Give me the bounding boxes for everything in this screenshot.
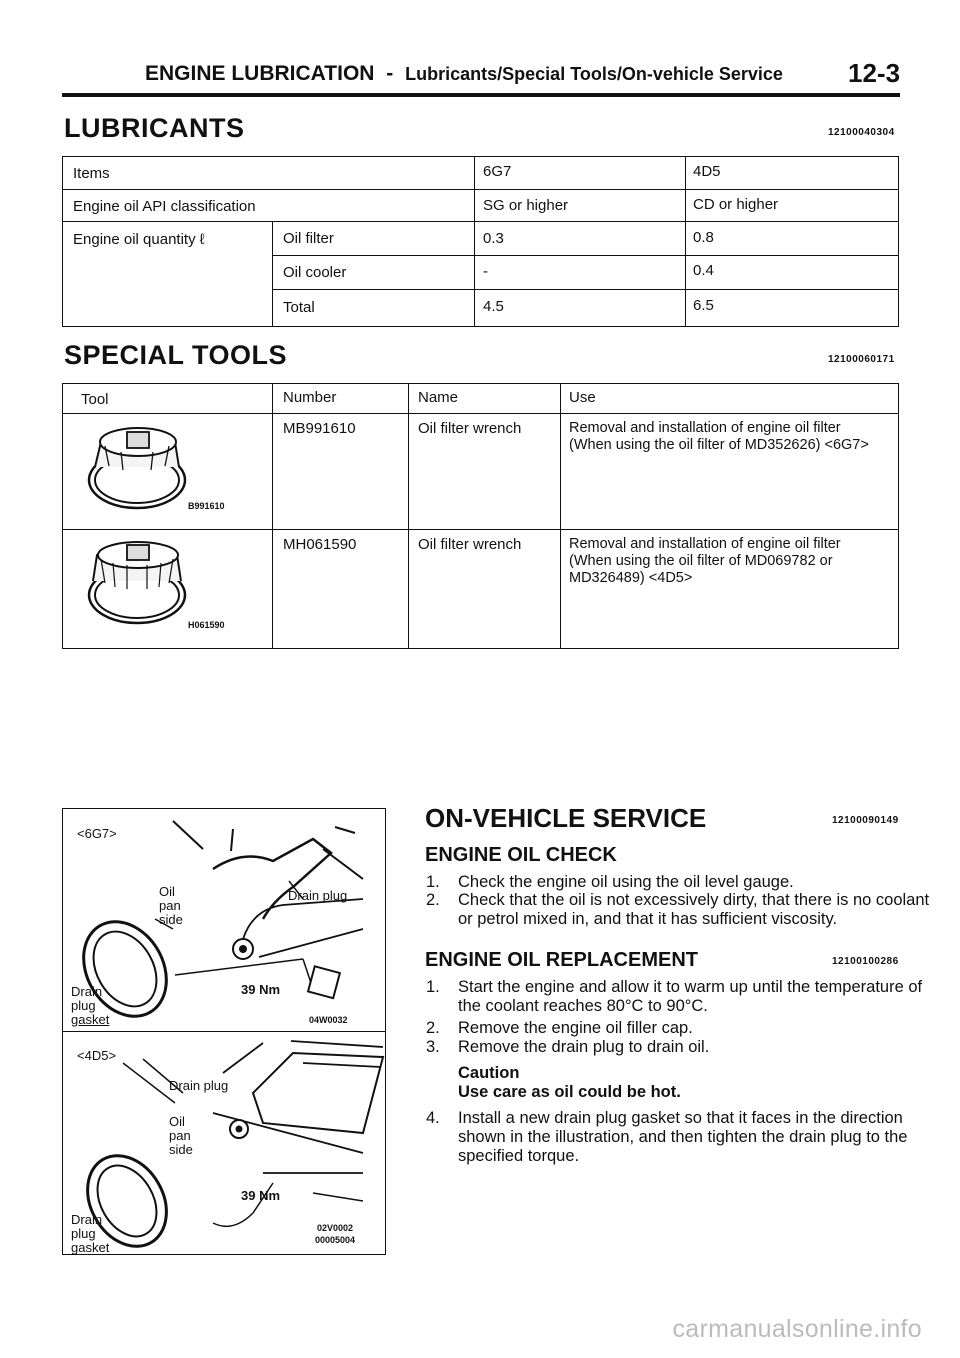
lub-qty-label: Engine oil quantity ℓ (73, 231, 205, 248)
tools-head-tool: Tool (81, 391, 109, 408)
lub-row-oil-filter-label: Oil filter (283, 230, 334, 247)
fig-gasket-4d5: gasket (71, 1240, 110, 1255)
caution-title: Caution (458, 1064, 520, 1082)
lub-row-oil-filter-6g7: 0.3 (483, 230, 504, 247)
fig-code-top: 04W0032 (309, 1015, 348, 1025)
service-title: ON-VEHICLE SERVICE (425, 803, 707, 833)
oil-replacement-code: 12100100286 (832, 956, 899, 967)
lub-api-label: Engine oil API classification (73, 198, 256, 215)
fig-gasket: gasket (71, 1012, 110, 1027)
fig-drain: Drain (71, 984, 103, 999)
tool-image-code-2: H061590 (188, 620, 225, 630)
oil-filter-wrench-icon (81, 537, 201, 632)
tool-use-2: Removal and installation of engine oil filter (When using the oil filter of MD069782 or MD326489) <4D5> (569, 536, 841, 586)
oil-filter-wrench-icon (81, 422, 201, 517)
special-tools-table (62, 383, 899, 649)
lub-head-4d5: 4D5 (693, 163, 721, 180)
watermark: carmanualsonline.info (672, 1315, 922, 1343)
tools-head-name: Name (418, 389, 459, 406)
header-rule (62, 93, 900, 97)
lub-head-6g7: 6G7 (483, 163, 512, 180)
page-header (145, 62, 783, 86)
lub-head-items: Items (73, 165, 110, 182)
fig-pan-4d5: pan (169, 1128, 191, 1143)
drain-plug-figure (62, 808, 386, 1255)
lubricants-code: 12100040304 (828, 127, 895, 138)
tool-name-2: Oil filter wrench (418, 536, 522, 553)
caution-text: Use care as oil could be hot. (458, 1083, 681, 1101)
oil-replacement-title: ENGINE OIL REPLACEMENT (425, 949, 698, 971)
fig-tag-6g7: <6G7> (77, 826, 117, 841)
page-number: 12-3 (848, 58, 901, 88)
oil-check-title: ENGINE OIL CHECK (425, 844, 617, 866)
lub-row-total-6g7: 4.5 (483, 298, 504, 315)
tool-use-1: Removal and installation of engine oil filter (When using the oil filter of MD352626) <6G7> (569, 420, 869, 453)
tools-head-use: Use (569, 389, 596, 406)
fig-drain-4d5: Drain (71, 1212, 103, 1227)
lub-api-6g7: SG or higher (483, 197, 569, 214)
fig-drain-plug: Drain plug (288, 888, 348, 903)
fig-torque-4d5: 39 Nm (241, 1188, 281, 1203)
fig-code-bottom-1: 02V0002 (317, 1223, 354, 1233)
lub-api-4d5: CD or higher (693, 196, 779, 213)
fig-torque: 39 Nm (241, 982, 281, 997)
special-tools-title: SPECIAL TOOLS (64, 340, 288, 370)
tool-number-1: MB991610 (283, 420, 356, 437)
fig-pan: pan (159, 898, 181, 913)
special-tools-code: 12100060171 (828, 354, 895, 365)
tool-number-2: MH061590 (283, 536, 357, 553)
lubricants-title: LUBRICANTS (64, 113, 245, 143)
fig-side-4d5: side (169, 1142, 193, 1157)
lub-row-total-label: Total (283, 299, 315, 316)
lubricants-table (62, 156, 899, 327)
tool-image-code-1: B991610 (188, 501, 225, 511)
fig-side: side (159, 912, 183, 927)
drain-plug-6g7-illustration (63, 809, 385, 1029)
tools-head-number: Number (283, 389, 337, 406)
lub-row-oil-filter-4d5: 0.8 (693, 229, 714, 246)
fig-tag-4d5: <4D5> (77, 1048, 117, 1063)
fig-oil: Oil (159, 884, 175, 899)
header-subtitle: Lubricants/Special Tools/On-vehicle Service (405, 64, 783, 84)
lub-row-total-4d5: 6.5 (693, 297, 714, 314)
fig-plug-4d5: plug (71, 1226, 96, 1241)
fig-oil-4d5: Oil (169, 1114, 185, 1129)
header-section: ENGINE LUBRICATION (145, 62, 375, 85)
fig-drain-plug-4d5: Drain plug (169, 1078, 229, 1093)
service-code: 12100090149 (832, 815, 899, 826)
fig-code-bottom-2: 00005004 (315, 1235, 356, 1245)
lub-row-oil-cooler-4d5: 0.4 (693, 262, 714, 279)
fig-plug: plug (71, 998, 96, 1013)
lub-row-oil-cooler-6g7: - (483, 263, 488, 280)
drain-plug-4d5-illustration (63, 1033, 385, 1253)
tool-name-1: Oil filter wrench (418, 420, 522, 437)
lub-row-oil-cooler-label: Oil cooler (283, 264, 347, 281)
header-dash: - (386, 62, 394, 85)
